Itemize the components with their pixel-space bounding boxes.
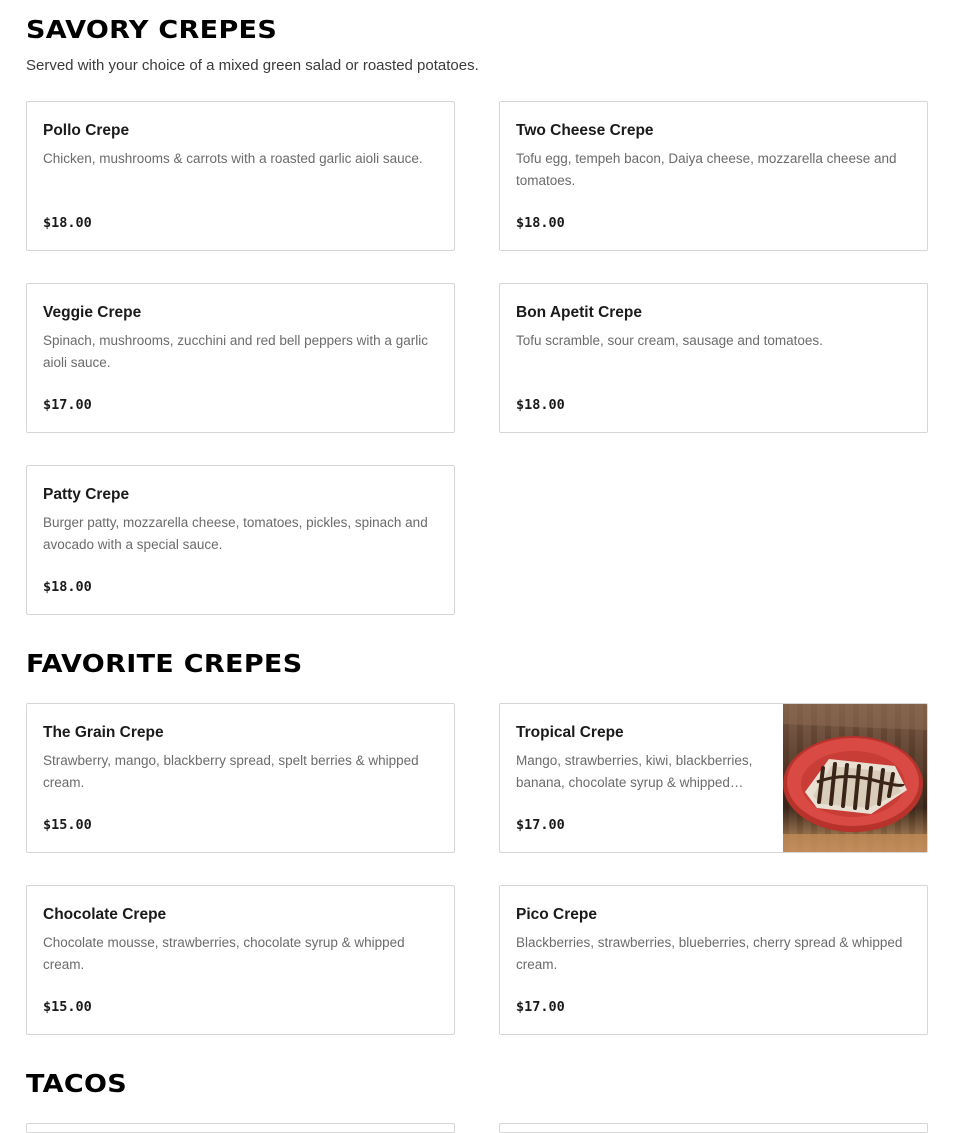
menu-item-price: $17.00	[516, 817, 565, 833]
menu-item-veggie-crepe[interactable]	[26, 283, 455, 433]
menu-item-description: Strawberry, mango, blackberry spread, spelt berries & whipped cream.	[43, 753, 419, 790]
menu-item-bon-apetit-crepe[interactable]	[499, 283, 928, 433]
menu-item-name: Bon Apetit Crepe	[516, 304, 643, 321]
menu-item-description: Spinach, mushrooms, zucchini and red bell peppers with a garlic aioli sauce.	[43, 333, 428, 370]
menu-item-price: $15.00	[43, 999, 92, 1015]
menu-item-name: Veggie Crepe	[43, 304, 142, 321]
menu-item-description: Burger patty, mozzarella cheese, tomatoes, pickles, spinach and avocado with a special sauce.	[43, 515, 428, 552]
menu-item-taco-partial[interactable]	[499, 1123, 928, 1133]
menu-item-the-grain-crepe[interactable]	[26, 703, 455, 853]
menu-item-tropical-crepe[interactable]	[499, 703, 928, 853]
menu-item-pollo-crepe[interactable]	[26, 101, 455, 251]
menu-item-price: $18.00	[516, 215, 565, 231]
menu-item-price: $18.00	[43, 215, 92, 231]
menu-item-two-cheese-crepe[interactable]	[499, 101, 928, 251]
section-title-tacos: TACOS	[26, 1069, 128, 1098]
menu-item-name: The Grain Crepe	[43, 724, 164, 741]
menu-item-description: Mango, strawberries, kiwi, blackberries, banana, chocolate syrup & whipped…	[516, 753, 753, 790]
menu-item-name: Two Cheese Crepe	[516, 122, 654, 139]
menu-item-name: Patty Crepe	[43, 486, 130, 503]
menu-item-taco-partial[interactable]	[26, 1123, 455, 1133]
menu-item-description: Tofu scramble, sour cream, sausage and tomatoes.	[516, 333, 823, 348]
menu-item-price: $18.00	[43, 579, 92, 595]
menu-item-description: Blackberries, strawberries, blueberries, cherry spread & whipped cream.	[516, 935, 903, 972]
section-subtitle-savory-crepes: Served with your choice of a mixed green salad or roasted potatoes.	[26, 57, 479, 74]
menu-item-description: Tofu egg, tempeh bacon, Daiya cheese, mozzarella cheese and tomatoes.	[516, 151, 897, 188]
menu-item-name: Pico Crepe	[516, 906, 597, 923]
menu-item-price: $17.00	[516, 999, 565, 1015]
section-title-savory-crepes: SAVORY CREPES	[26, 15, 278, 44]
menu-item-price: $18.00	[516, 397, 565, 413]
section-title-favorite-crepes: FAVORITE CREPES	[26, 649, 303, 678]
menu-item-price: $15.00	[43, 817, 92, 833]
menu-item-patty-crepe[interactable]	[26, 465, 455, 615]
menu-item-description: Chicken, mushrooms & carrots with a roasted garlic aioli sauce.	[43, 151, 423, 166]
crepe-plate-illustration	[783, 704, 927, 852]
menu-item-name: Pollo Crepe	[43, 122, 130, 139]
tropical-crepe-photo	[783, 704, 927, 852]
menu-item-description: Chocolate mousse, strawberries, chocolate syrup & whipped cream.	[43, 935, 405, 972]
menu-item-price: $17.00	[43, 397, 92, 413]
menu-item-pico-crepe[interactable]	[499, 885, 928, 1035]
menu-item-name: Tropical Crepe	[516, 724, 624, 741]
menu-item-chocolate-crepe[interactable]	[26, 885, 455, 1035]
menu-item-name: Chocolate Crepe	[43, 906, 167, 923]
